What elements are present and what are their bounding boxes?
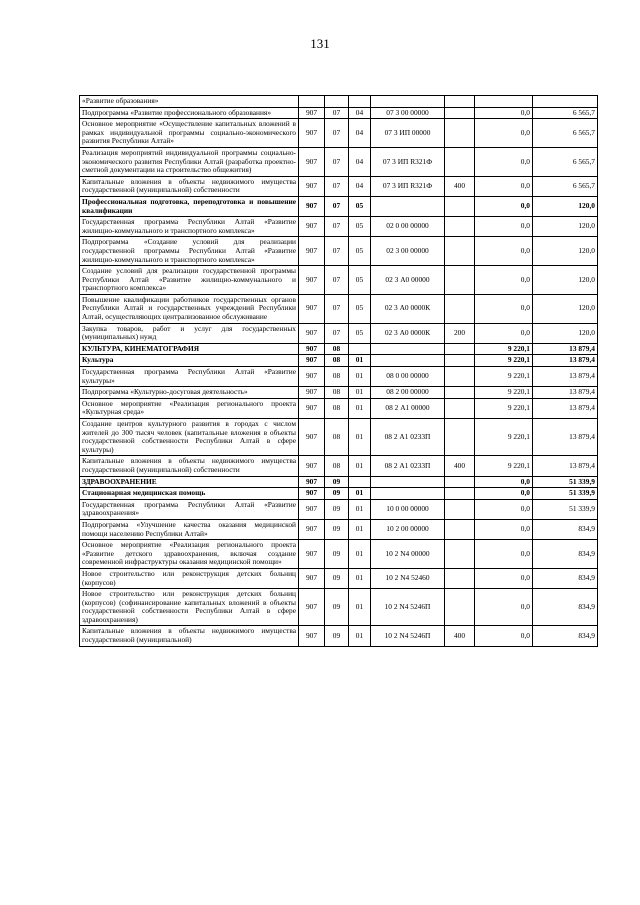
- subsection-code-cell: 05: [349, 217, 371, 237]
- ministry-code-cell: 907: [299, 488, 325, 500]
- subsection-code-cell: 01: [349, 367, 371, 387]
- row-name-cell: Государственная программа Республики Алтай «Развитие жилищно-коммунального и транспортного комплекса»: [80, 217, 299, 237]
- table-row: [80, 294, 598, 323]
- target-article-cell: 07 3 00 00000: [371, 107, 445, 119]
- ministry-code-cell: 907: [299, 589, 325, 626]
- table-row: [80, 367, 598, 387]
- expense-type-cell: 400: [445, 456, 475, 476]
- ministry-code-cell: 907: [299, 419, 325, 456]
- section-code-cell: 09: [325, 540, 349, 569]
- section-code-cell: 08: [325, 398, 349, 418]
- target-article-cell: [371, 355, 445, 367]
- row-name-cell: Закупка товаров, работ и услуг для государственных (муниципальных) нужд: [80, 323, 299, 343]
- amount-year1-cell: 9 220,1: [475, 343, 533, 355]
- ministry-code-cell: 907: [299, 237, 325, 266]
- table-row: [80, 147, 598, 176]
- section-code-cell: 09: [325, 488, 349, 500]
- target-article-cell: 10 2 00 00000: [371, 519, 445, 539]
- amount-year2-cell: 13 879,4: [533, 419, 598, 456]
- amount-year1-cell: 0,0: [475, 499, 533, 519]
- amount-year2-cell: 834,9: [533, 540, 598, 569]
- amount-year2-cell: 13 879,4: [533, 387, 598, 399]
- amount-year2-cell: 51 339,9: [533, 499, 598, 519]
- amount-year2-cell: 13 879,4: [533, 367, 598, 387]
- section-code-cell: 07: [325, 237, 349, 266]
- row-name-cell: Повышение квалификации работников государственных органов Республики Алтай и государственных учреждений Республики Алтай, осуществляющих централизованное обслуживание: [80, 294, 299, 323]
- amount-year1-cell: 9 220,1: [475, 367, 533, 387]
- amount-year2-cell: 13 879,4: [533, 343, 598, 355]
- expense-type-cell: [445, 398, 475, 418]
- amount-year2-cell: 51 339,9: [533, 476, 598, 488]
- expense-type-cell: [445, 476, 475, 488]
- row-name-cell: Профессиональная подготовка, переподготовка и повышение квалификации: [80, 196, 299, 216]
- amount-year2-cell: 834,9: [533, 568, 598, 588]
- amount-year2-cell: 6 565,7: [533, 107, 598, 119]
- subsection-code-cell: 01: [349, 456, 371, 476]
- row-name-cell: Стационарная медицинская помощь: [80, 488, 299, 500]
- amount-year2-cell: 6 565,7: [533, 147, 598, 176]
- table-row: [80, 519, 598, 539]
- table-row: [80, 626, 598, 646]
- expense-type-cell: [445, 119, 475, 148]
- expense-type-cell: [445, 519, 475, 539]
- row-name-cell: Основное мероприятие «Реализация регионального проекта «Развитие детского здравоохранения, включая создание современной инфраструктуры оказания медицинской помощи»: [80, 540, 299, 569]
- row-name-cell: Основное мероприятие «Реализация регионального проекта «Культурная среда»: [80, 398, 299, 418]
- amount-year2-cell: 120,0: [533, 237, 598, 266]
- subsection-code-cell: 01: [349, 499, 371, 519]
- table-row: [80, 96, 598, 108]
- subsection-code-cell: 05: [349, 196, 371, 216]
- amount-year1-cell: 0,0: [475, 217, 533, 237]
- target-article-cell: 02 0 00 00000: [371, 217, 445, 237]
- section-code-cell: 09: [325, 626, 349, 646]
- amount-year2-cell: [533, 96, 598, 108]
- row-name-cell: Основное мероприятие «Осуществление капитальных вложений в рамках индивидуальной программы социально-экономического развития Республики Алтай»: [80, 119, 299, 148]
- section-code-cell: 08: [325, 355, 349, 367]
- section-code-cell: [325, 96, 349, 108]
- section-code-cell: 07: [325, 196, 349, 216]
- row-name-cell: Новое строительство или реконструкция детских больниц (корпусов): [80, 568, 299, 588]
- amount-year2-cell: 120,0: [533, 294, 598, 323]
- amount-year2-cell: 834,9: [533, 519, 598, 539]
- subsection-code-cell: 04: [349, 107, 371, 119]
- section-code-cell: 08: [325, 387, 349, 399]
- section-code-cell: 08: [325, 343, 349, 355]
- table-row: [80, 419, 598, 456]
- amount-year2-cell: 6 565,7: [533, 119, 598, 148]
- expense-type-cell: [445, 196, 475, 216]
- target-article-cell: 02 3 А0 00000: [371, 266, 445, 295]
- table-row: [80, 266, 598, 295]
- row-name-cell: «Развитие образования»: [80, 96, 299, 108]
- target-article-cell: 07 3 ИП R321Ф: [371, 176, 445, 196]
- ministry-code-cell: 907: [299, 147, 325, 176]
- subsection-code-cell: [349, 343, 371, 355]
- expense-type-cell: [445, 343, 475, 355]
- row-name-cell: КУЛЬТУРА, КИНЕМАТОГРАФИЯ: [80, 343, 299, 355]
- section-code-cell: 09: [325, 499, 349, 519]
- subsection-code-cell: 01: [349, 519, 371, 539]
- subsection-code-cell: 05: [349, 266, 371, 295]
- table-row: [80, 398, 598, 418]
- section-code-cell: 08: [325, 419, 349, 456]
- subsection-code-cell: 05: [349, 237, 371, 266]
- amount-year1-cell: 0,0: [475, 294, 533, 323]
- ministry-code-cell: 907: [299, 367, 325, 387]
- table-row: [80, 217, 598, 237]
- ministry-code-cell: 907: [299, 343, 325, 355]
- expense-type-cell: [445, 147, 475, 176]
- section-code-cell: 07: [325, 119, 349, 148]
- table-row: [80, 589, 598, 626]
- target-article-cell: 10 0 00 00000: [371, 499, 445, 519]
- section-code-cell: 07: [325, 176, 349, 196]
- subsection-code-cell: 01: [349, 419, 371, 456]
- ministry-code-cell: 907: [299, 176, 325, 196]
- expense-type-cell: [445, 217, 475, 237]
- amount-year2-cell: 6 565,7: [533, 176, 598, 196]
- expense-type-cell: [445, 355, 475, 367]
- ministry-code-cell: 907: [299, 323, 325, 343]
- target-article-cell: 02 3 А0 0000К: [371, 294, 445, 323]
- amount-year1-cell: 0,0: [475, 540, 533, 569]
- subsection-code-cell: 05: [349, 323, 371, 343]
- section-code-cell: 07: [325, 147, 349, 176]
- target-article-cell: 08 0 00 00000: [371, 367, 445, 387]
- table-row: [80, 456, 598, 476]
- table-row: [80, 355, 598, 367]
- ministry-code-cell: 907: [299, 519, 325, 539]
- row-name-cell: Новое строительство или реконструкция детских больниц (корпусов) (софинансирование капитальных вложений в объекты государственной собственности Республики Алтай в сфере здравоохранения): [80, 589, 299, 626]
- table-row: [80, 499, 598, 519]
- expense-type-cell: [445, 419, 475, 456]
- expense-type-cell: [445, 568, 475, 588]
- budget-table: [79, 95, 598, 647]
- expense-type-cell: 400: [445, 626, 475, 646]
- subsection-code-cell: 01: [349, 398, 371, 418]
- subsection-code-cell: 01: [349, 488, 371, 500]
- section-code-cell: 09: [325, 568, 349, 588]
- target-article-cell: 10 2 N4 5246П: [371, 626, 445, 646]
- amount-year2-cell: 51 339,9: [533, 488, 598, 500]
- amount-year1-cell: 0,0: [475, 147, 533, 176]
- row-name-cell: Культура: [80, 355, 299, 367]
- expense-type-cell: [445, 540, 475, 569]
- ministry-code-cell: 907: [299, 196, 325, 216]
- subsection-code-cell: 04: [349, 119, 371, 148]
- target-article-cell: 10 2 N4 5246П: [371, 589, 445, 626]
- target-article-cell: [371, 196, 445, 216]
- subsection-code-cell: 01: [349, 568, 371, 588]
- table-row: [80, 540, 598, 569]
- subsection-code-cell: [349, 96, 371, 108]
- subsection-code-cell: 01: [349, 540, 371, 569]
- subsection-code-cell: [349, 476, 371, 488]
- section-code-cell: 07: [325, 107, 349, 119]
- amount-year2-cell: 120,0: [533, 266, 598, 295]
- target-article-cell: [371, 96, 445, 108]
- amount-year1-cell: 0,0: [475, 176, 533, 196]
- row-name-cell: Капитальные вложения в объекты недвижимого имущества государственной (муниципальной) собственности: [80, 176, 299, 196]
- amount-year2-cell: 834,9: [533, 589, 598, 626]
- section-code-cell: 09: [325, 476, 349, 488]
- section-code-cell: 09: [325, 519, 349, 539]
- expense-type-cell: [445, 266, 475, 295]
- table-row: [80, 196, 598, 216]
- table-row: [80, 107, 598, 119]
- table-row: [80, 343, 598, 355]
- row-name-cell: ЗДРАВООХРАНЕНИЕ: [80, 476, 299, 488]
- amount-year1-cell: 0,0: [475, 519, 533, 539]
- target-article-cell: 10 2 N4 00000: [371, 540, 445, 569]
- ministry-code-cell: 907: [299, 355, 325, 367]
- row-name-cell: Создание условий для реализации государственной программы Республики Алтай «Развитие жилищно-коммунального и транспортного комплекса»: [80, 266, 299, 295]
- expense-type-cell: [445, 96, 475, 108]
- expense-type-cell: [445, 367, 475, 387]
- amount-year1-cell: 0,0: [475, 196, 533, 216]
- table-row: [80, 387, 598, 399]
- amount-year1-cell: 0,0: [475, 626, 533, 646]
- expense-type-cell: [445, 488, 475, 500]
- ministry-code-cell: 907: [299, 499, 325, 519]
- amount-year2-cell: 120,0: [533, 217, 598, 237]
- ministry-code-cell: 907: [299, 119, 325, 148]
- target-article-cell: 08 2 А1 0233П: [371, 456, 445, 476]
- amount-year2-cell: 120,0: [533, 196, 598, 216]
- ministry-code-cell: 907: [299, 568, 325, 588]
- amount-year2-cell: 13 879,4: [533, 355, 598, 367]
- table-row: [80, 176, 598, 196]
- row-name-cell: Подпрограмма «Культурно-досуговая деятельность»: [80, 387, 299, 399]
- expense-type-cell: 400: [445, 176, 475, 196]
- expense-type-cell: [445, 237, 475, 266]
- ministry-code-cell: 907: [299, 294, 325, 323]
- expense-type-cell: [445, 107, 475, 119]
- section-code-cell: 07: [325, 217, 349, 237]
- subsection-code-cell: 04: [349, 147, 371, 176]
- amount-year1-cell: 9 220,1: [475, 355, 533, 367]
- expense-type-cell: 200: [445, 323, 475, 343]
- target-article-cell: 07 3 ИП R321Ф: [371, 147, 445, 176]
- target-article-cell: 02 3 А0 0000К: [371, 323, 445, 343]
- target-article-cell: [371, 476, 445, 488]
- ministry-code-cell: [299, 96, 325, 108]
- amount-year1-cell: 0,0: [475, 568, 533, 588]
- table-row: [80, 568, 598, 588]
- subsection-code-cell: 05: [349, 294, 371, 323]
- amount-year1-cell: 9 220,1: [475, 387, 533, 399]
- row-name-cell: Государственная программа Республики Алтай «Развитие культуры»: [80, 367, 299, 387]
- target-article-cell: 08 2 А1 0233П: [371, 419, 445, 456]
- subsection-code-cell: 01: [349, 387, 371, 399]
- amount-year1-cell: 9 220,1: [475, 456, 533, 476]
- amount-year1-cell: 0,0: [475, 488, 533, 500]
- ministry-code-cell: 907: [299, 476, 325, 488]
- amount-year1-cell: 9 220,1: [475, 419, 533, 456]
- target-article-cell: [371, 488, 445, 500]
- amount-year1-cell: 0,0: [475, 119, 533, 148]
- table-row: [80, 237, 598, 266]
- section-code-cell: 07: [325, 266, 349, 295]
- amount-year1-cell: 0,0: [475, 266, 533, 295]
- table-row: [80, 476, 598, 488]
- amount-year1-cell: [475, 96, 533, 108]
- section-code-cell: 07: [325, 323, 349, 343]
- amount-year1-cell: 0,0: [475, 589, 533, 626]
- amount-year1-cell: 0,0: [475, 476, 533, 488]
- subsection-code-cell: 01: [349, 355, 371, 367]
- row-name-cell: Реализация мероприятий индивидуальной программы социально-экономического развития Республики Алтай (разработка проектно-сметной документации на строительство общежития): [80, 147, 299, 176]
- target-article-cell: 08 2 А1 00000: [371, 398, 445, 418]
- section-code-cell: 09: [325, 589, 349, 626]
- subsection-code-cell: 01: [349, 589, 371, 626]
- expense-type-cell: [445, 589, 475, 626]
- page-number: 131: [310, 36, 330, 51]
- amount-year1-cell: 0,0: [475, 237, 533, 266]
- target-article-cell: 08 2 00 00000: [371, 387, 445, 399]
- amount-year1-cell: 0,0: [475, 107, 533, 119]
- ministry-code-cell: 907: [299, 540, 325, 569]
- target-article-cell: 07 3 ИП 00000: [371, 119, 445, 148]
- row-name-cell: Подпрограмма «Создание условий для реализации государственной программы Республики Алтай «Развитие жилищно-коммунального и транспортного комплекса»: [80, 237, 299, 266]
- target-article-cell: 10 2 N4 52460: [371, 568, 445, 588]
- row-name-cell: Создание центров культурного развития в городах с числом жителей до 300 тысяч человек (капитальные вложения в объекты государственной собственности Республики Алтай в сфере культуры): [80, 419, 299, 456]
- ministry-code-cell: 907: [299, 217, 325, 237]
- expense-type-cell: [445, 294, 475, 323]
- amount-year1-cell: 0,0: [475, 323, 533, 343]
- amount-year2-cell: 13 879,4: [533, 456, 598, 476]
- target-article-cell: 02 3 00 00000: [371, 237, 445, 266]
- row-name-cell: Подпрограмма «Улучшение качества оказания медицинской помощи населению Республики Алтай»: [80, 519, 299, 539]
- subsection-code-cell: 01: [349, 626, 371, 646]
- amount-year2-cell: 120,0: [533, 323, 598, 343]
- amount-year2-cell: 834,9: [533, 626, 598, 646]
- row-name-cell: Капитальные вложения в объекты недвижимого имущества государственной (муниципальной): [80, 626, 299, 646]
- expense-type-cell: [445, 387, 475, 399]
- section-code-cell: 08: [325, 456, 349, 476]
- row-name-cell: Подпрограмма «Развитие профессионального образования»: [80, 107, 299, 119]
- amount-year2-cell: 13 879,4: [533, 398, 598, 418]
- ministry-code-cell: 907: [299, 398, 325, 418]
- expense-type-cell: [445, 499, 475, 519]
- section-code-cell: 08: [325, 367, 349, 387]
- ministry-code-cell: 907: [299, 387, 325, 399]
- section-code-cell: 07: [325, 294, 349, 323]
- table-row: [80, 323, 598, 343]
- ministry-code-cell: 907: [299, 266, 325, 295]
- ministry-code-cell: 907: [299, 107, 325, 119]
- row-name-cell: Государственная программа Республики Алтай «Развитие здравоохранения»: [80, 499, 299, 519]
- ministry-code-cell: 907: [299, 626, 325, 646]
- subsection-code-cell: 04: [349, 176, 371, 196]
- amount-year1-cell: 9 220,1: [475, 398, 533, 418]
- table-row: [80, 119, 598, 148]
- table-row: [80, 488, 598, 500]
- target-article-cell: [371, 343, 445, 355]
- ministry-code-cell: 907: [299, 456, 325, 476]
- row-name-cell: Капитальные вложения в объекты недвижимого имущества государственной (муниципальной) собственности: [80, 456, 299, 476]
